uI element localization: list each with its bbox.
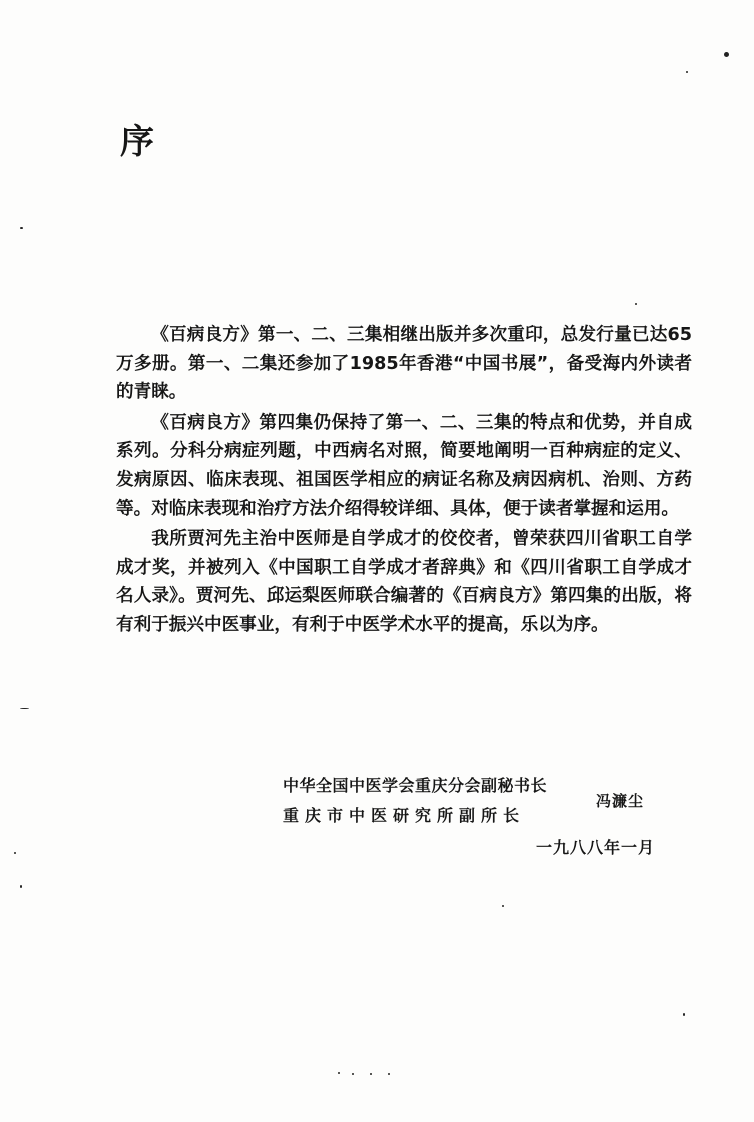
scan-speck [20,708,29,709]
scan-speck [388,1073,390,1075]
signature-affiliation-2: 重庆市中医研究所副所长 [283,806,526,825]
scan-speck [686,71,688,73]
scan-speck [20,885,22,888]
scan-speck [683,1013,685,1016]
paragraph-3: 我所贾河先主治中医师是自学成才的佼佼者，曾荣获四川省职工自学成才奖，并被列入《中国职工自学成才者辞典》和《四川省职工自学成才名人录》。贾河先、邱运梨医师联合编著的《百病良方》第四集的出版，将有利于振兴中医事业，有利于中医学术水平的提高，乐以为序。 [116,529,692,635]
signature-date: 一九八八年一月 [536,838,656,857]
scan-speck [20,227,23,229]
scan-speck [370,1073,372,1075]
page-title: 序 [120,122,156,162]
scan-speck [502,905,504,907]
scan-speck [14,852,16,854]
signature-affiliation-1: 中华全国中医学会重庆分会副秘书长 [283,776,548,795]
scan-speck [724,52,729,57]
scan-speck [338,1072,340,1074]
paragraph-2: 《百病良方》第四集仍保持了第一、二、三集的特点和优势，并自成系列。分科分病症列题，中西病名对照，简要地阐明一百种病症的定义、发病原因、临床表现、祖国医学相应的病证名称及病因病机、治则、方药等。对临床表现和治疗方法介绍得较详细、具体，便于读者掌握和运用。 [116,412,692,519]
scan-speck [352,1073,354,1075]
scan-speck [635,303,637,305]
preface-body [116,321,692,642]
paragraph-1: 《百病良方》第一、二、三集相继出版并多次重印，总发行量已达65万多册。第一、二集还参加了1985年香港“中国书展”，备受海内外读者的青睐。 [116,325,692,403]
signature-name: 冯濂尘 [596,792,645,810]
